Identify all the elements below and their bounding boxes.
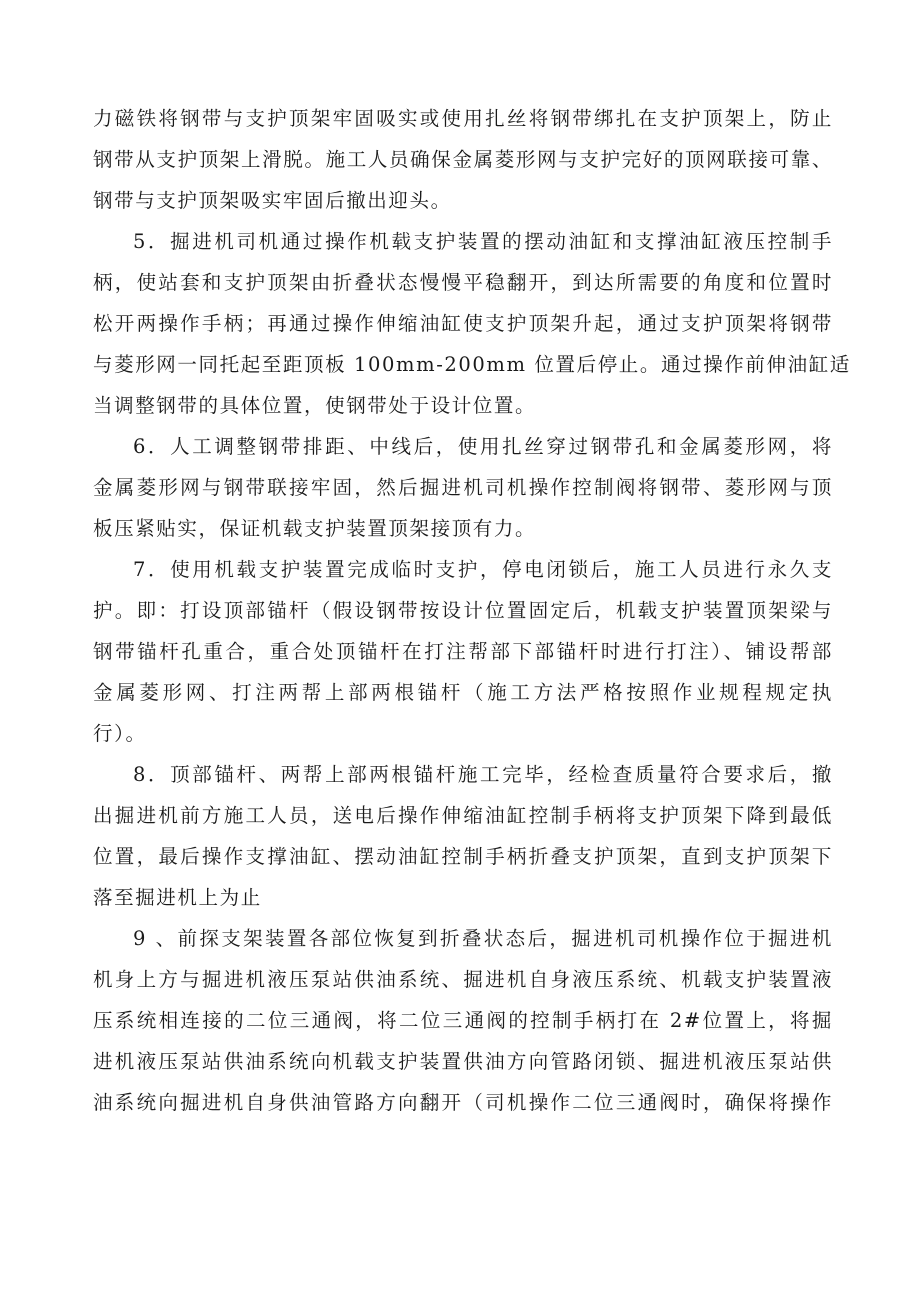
paragraph xyxy=(93,754,833,918)
text-line: 7．使用机载支护装置完成临时支护，停电闭锁后，施工人员进行永久支 xyxy=(133,558,833,581)
text-line: 压系统相连接的二位三通阀，将二位三通阀的控制手柄打在 2#位置上，将掘 xyxy=(93,1009,833,1032)
text-line: 行）。 xyxy=(93,722,147,745)
text-line: 当调整钢带的具体位置，使钢带处于设计位置。 xyxy=(93,394,537,417)
text-line: 进机液压泵站供油系统向机载支护装置供油方向管路闭锁、掘进机液压泵站供 xyxy=(93,1050,833,1073)
text-line: 6．人工调整钢带排距、中线后，使用扎丝穿过钢带孔和金属菱形网，将 xyxy=(133,435,833,458)
text-line: 出掘进机前方施工人员，送电后操作伸缩油缸控制手柄将支护顶架下降到最低 xyxy=(93,804,833,827)
text-line: 9 、前探支架装置各部位恢复到折叠状态后，掘进机司机操作位于掘进机 xyxy=(133,927,833,950)
text-line: 钢带与支护顶架吸实牢固后撤出迎头。 xyxy=(93,189,452,212)
text-line: 力磁铁将钢带与支护顶架牢固吸实或使用扎丝将钢带绑扎在支护顶架上，防止 xyxy=(93,107,833,130)
text-line: 金属菱形网、打注两帮上部两根锚杆（施工方法严格按照作业规程规定执 xyxy=(93,681,833,704)
text-line: 柄，使站套和支护顶架由折叠状态慢慢平稳翻开，到达所需要的角度和位置时 xyxy=(93,271,833,294)
text-line: 与菱形网一同托起至距顶板 100mm-200mm 位置后停止。通过操作前伸油缸适 xyxy=(93,353,851,376)
text-line: 护。即：打设顶部锚杆（假设钢带按设计位置固定后，机载支护装置顶架梁与 xyxy=(93,599,833,622)
text-line: 板压紧贴实，保证机载支护装置顶架接顶有力。 xyxy=(93,517,537,540)
text-line: 机身上方与掘进机液压泵站供油系统、掘进机自身液压系统、机载支护装置液 xyxy=(93,968,833,991)
text-line: 5．掘进机司机通过操作机载支护装置的摆动油缸和支撑油缸液压控制手 xyxy=(133,230,833,253)
document-page xyxy=(93,98,851,1123)
paragraph xyxy=(93,98,833,221)
text-line: 钢带从支护顶架上滑脱。施工人员确保金属菱形网与支护完好的顶网联接可靠、 xyxy=(93,148,833,171)
document-body xyxy=(93,98,851,1123)
text-line: 钢带锚杆孔重合，重合处顶锚杆在打注帮部下部锚杆时进行打注）、铺设帮部 xyxy=(93,640,833,663)
text-line: 松开两操作手柄；再通过操作伸缩油缸使支护顶架升起，通过支护顶架将钢带 xyxy=(93,312,833,335)
paragraph xyxy=(93,549,833,754)
text-line: 位置，最后操作支撑油缸、摆动油缸控制手柄折叠支护顶架，直到支护顶架下 xyxy=(93,845,833,868)
text-line: 落至掘进机上为止 xyxy=(93,886,262,909)
paragraph xyxy=(93,221,851,426)
text-line: 油系统向掘进机自身供油管路方向翻开（司机操作二位三通阀时，确保将操作 xyxy=(93,1091,833,1114)
paragraph xyxy=(93,426,833,549)
paragraph xyxy=(93,918,833,1123)
text-line: 8．顶部锚杆、两帮上部两根锚杆施工完毕，经检查质量符合要求后，撤 xyxy=(133,763,833,786)
text-line: 金属菱形网与钢带联接牢固，然后掘进机司机操作控制阀将钢带、菱形网与顶 xyxy=(93,476,833,499)
